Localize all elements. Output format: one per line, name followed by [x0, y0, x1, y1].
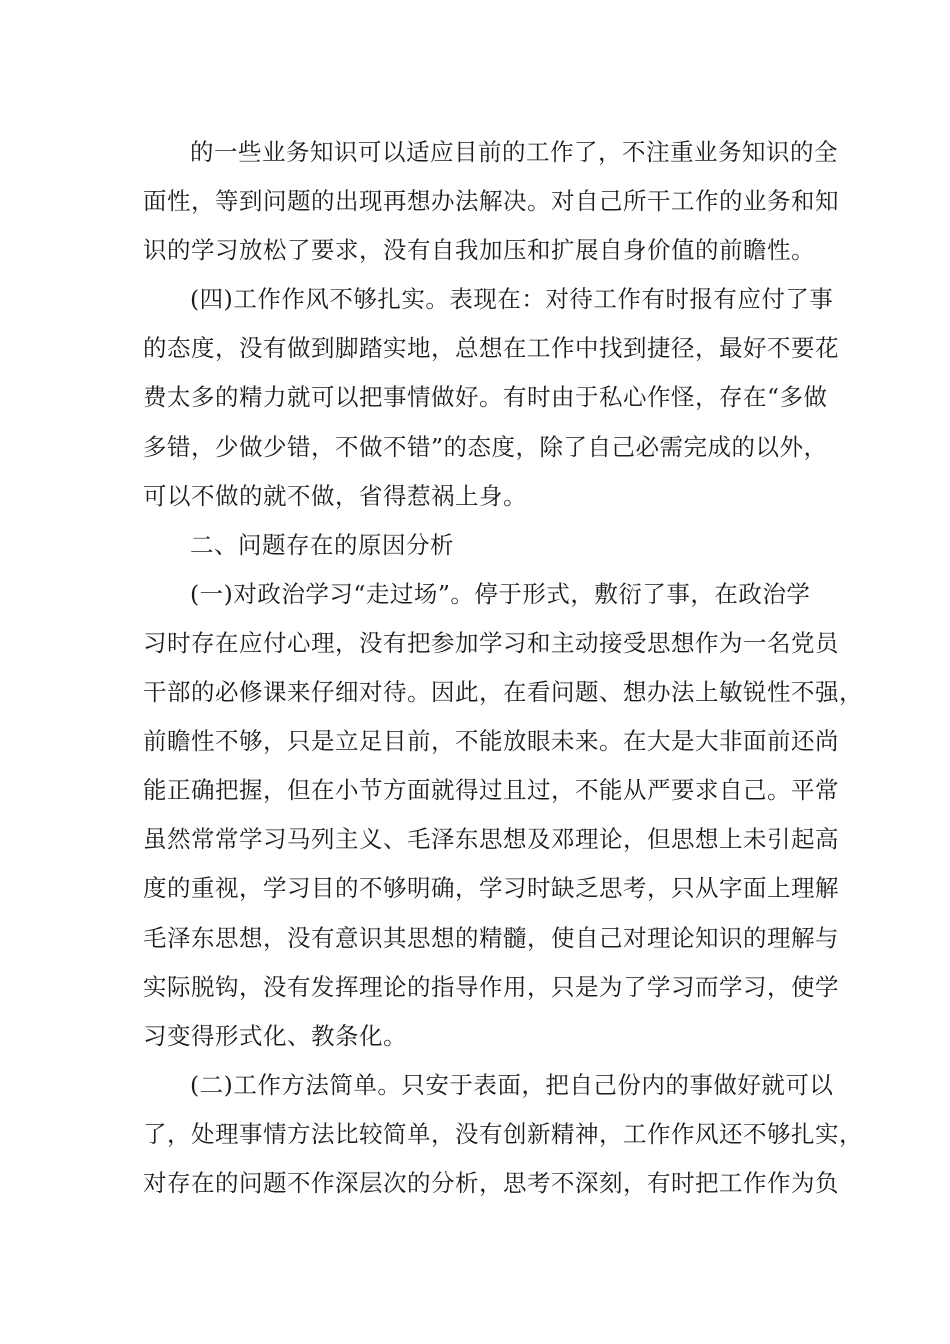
- text-line: (一)对政治学习“走过场”。停于形式，敷衍了事，在政治学: [190, 579, 811, 608]
- text-line: 费太多的精力就可以把事情做好。有时由于私心作怪，存在“多做: [143, 383, 828, 412]
- text-line: 对存在的问题不作深层次的分析，思考不深刻，有时把工作作为负: [143, 1168, 839, 1197]
- text-line: 的态度，没有做到脚踏实地，总想在工作中找到捷径，最好不要花: [143, 334, 839, 363]
- text-line: (四)工作作风不够扎实。表现在：对待工作有时报有应付了事: [190, 285, 834, 314]
- text-line: 干部的必修课来仔细对待。因此，在看问题、想办法上敏锐性不强，: [143, 678, 863, 707]
- text-line: 前瞻性不够，只是立足目前，不能放眼未来。在大是大非面前还尚: [143, 727, 839, 756]
- text-line: 毛泽东思想，没有意识其思想的精髓，使自己对理论知识的理解与: [143, 923, 839, 952]
- document-body: [143, 128, 863, 1208]
- text-line: 习时存在应付心理，没有把参加学习和主动接受思想作为一名党员: [143, 628, 839, 657]
- text-line: 虽然常常学习马列主义、毛泽东思想及邓理论，但思想上未引起高: [143, 825, 839, 854]
- text-line: 可以不做的就不做，省得惹祸上身。: [143, 481, 527, 510]
- text-line: 面性，等到问题的出现再想办法解决。对自己所干工作的业务和知: [143, 187, 839, 216]
- text-line: 实际脱钩，没有发挥理论的指导作用，只是为了学习而学习，使学: [143, 972, 839, 1001]
- text-line: 的一些业务知识可以适应目前的工作了，不注重业务知识的全: [190, 138, 838, 166]
- text-line: 习变得形式化、教条化。: [143, 1021, 407, 1050]
- text-line: 能正确把握，但在小节方面就得过且过，不能从严要求自己。平常: [143, 776, 839, 805]
- text-line: 二、问题存在的原因分析: [190, 530, 454, 559]
- text-line: 识的学习放松了要求，没有自我加压和扩展自身价值的前瞻性。: [143, 236, 815, 265]
- text-line: 多错，少做少错，不做不错”的态度，除了自己必需完成的以外，: [143, 432, 828, 461]
- text-line: (二)工作方法简单。只安于表面，把自己份内的事做好就可以: [190, 1070, 834, 1099]
- text-line: 了，处理事情方法比较简单，没有创新精神，工作作风还不够扎实，: [143, 1119, 863, 1148]
- text-line: 度的重视，学习目的不够明确，学习时缺乏思考，只从字面上理解: [143, 874, 839, 903]
